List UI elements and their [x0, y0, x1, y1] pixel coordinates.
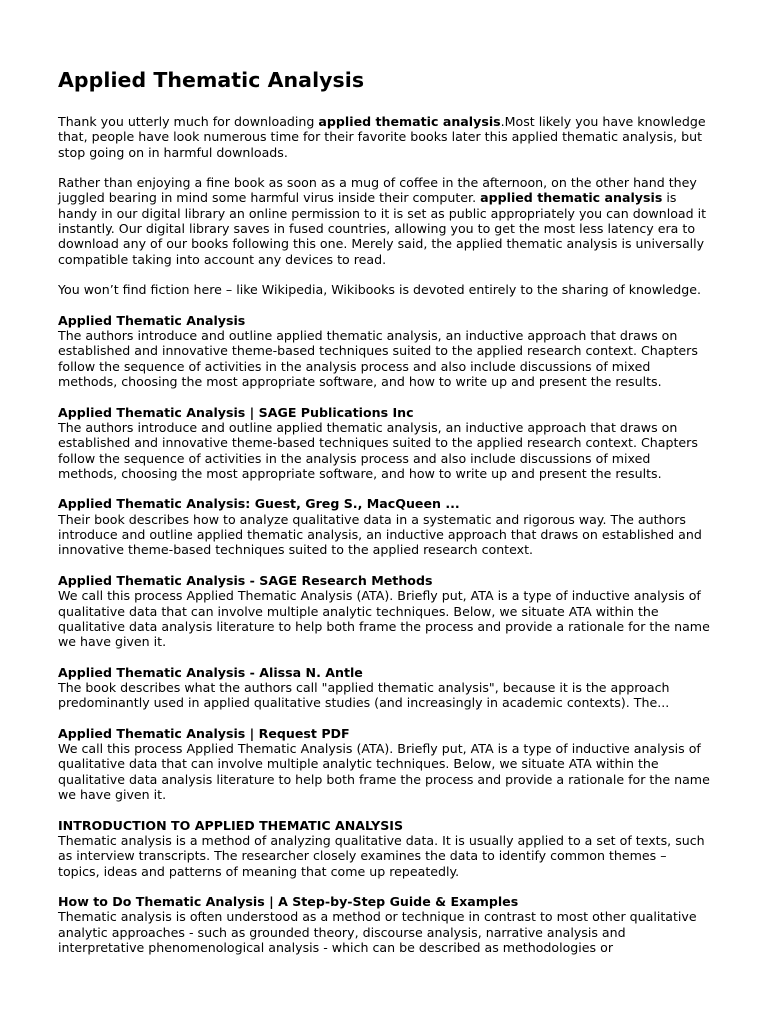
section-text: We call this process Applied Thematic Analysis (ATA). Briefly put, ATA is a type of inductive analysis of qualitative data that can involve multiple analytic techniques. Below, we situate ATA within the qualitative data analysis literature to help both frame the process and provide a rationale for the name we have given it.: [58, 741, 710, 803]
section-text: The book describes what the authors call "applied thematic analysis", because it is the approach predominantly used in applied qualitative studies (and increasingly in academic contexts). The...: [58, 679, 670, 711]
section-3: [58, 496, 710, 557]
section-heading: How to Do Thematic Analysis | A Step-by-Step Guide & Examples: [58, 894, 519, 910]
intro-text: Thank you utterly much for downloading: [58, 114, 319, 129]
section-heading: Applied Thematic Analysis: [58, 312, 246, 328]
section-heading: Applied Thematic Analysis - Alissa N. Antle: [58, 664, 363, 680]
section-4: [58, 573, 710, 649]
section-heading: INTRODUCTION TO APPLIED THEMATIC ANALYSIS: [58, 817, 404, 833]
intro-paragraph-1: [58, 114, 710, 160]
section-heading: Applied Thematic Analysis | Request PDF: [58, 725, 350, 741]
intro-text: .Most likely you have knowledge that, people have look numerous time for their favorite books later this applied thematic analysis, but stop going on in harmful downloads.: [58, 114, 706, 160]
intro-paragraph-3: [58, 282, 710, 297]
intro-text: You won’t find fiction here – like Wikipedia, Wikibooks is devoted entirely to the sharing of knowledge.: [58, 282, 702, 298]
section-8: [58, 894, 710, 955]
section-5: [58, 665, 710, 711]
section-6: [58, 726, 710, 802]
intro-bold-phrase: applied thematic analysis: [480, 190, 663, 206]
section-heading: Applied Thematic Analysis | SAGE Publications Inc: [58, 404, 414, 420]
intro-bold-phrase: applied thematic analysis: [318, 114, 501, 129]
section-text: The authors introduce and outline applied thematic analysis, an inductive approach that draws on established and innovative theme-based techniques suited to the applied research context. Chapters follow the sequence of activities in the analysis process and also include discussions of mixed methods, choosing the most appropriate software, and how to write up and present the results.: [58, 419, 698, 481]
intro-paragraph-2: [58, 175, 710, 267]
section-text: We call this process Applied Thematic Analysis (ATA). Briefly put, ATA is a type of inductive analysis of qualitative data that can involve multiple analytic techniques. Below, we situate ATA within the qualitative data analysis literature to help both frame the process and provide a rationale for the name we have given it.: [58, 588, 710, 650]
section-heading: Applied Thematic Analysis - SAGE Research Methods: [58, 572, 433, 588]
section-7: [58, 818, 710, 879]
section-1: [58, 313, 710, 389]
section-2: [58, 405, 710, 481]
intro-text: Rather than enjoying a fine book as soon as a mug of coffee in the afternoon, on the other hand they juggled bearing in mind some harmful virus inside their computer.: [58, 175, 697, 206]
section-text: Thematic analysis is a method of analyzing qualitative data. It is usually applied to a set of texts, such as interview transcripts. The researcher closely examines the data to identify common themes – topics, ideas and patterns of meaning that come up repeatedly.: [58, 832, 705, 879]
section-text: Their book describes how to analyze qualitative data in a systematic and rigorous way. The authors introduce and outline applied thematic analysis, an inductive approach that draws on established and innovative theme-based techniques suited to the applied research context.: [58, 511, 702, 558]
document-content: [58, 66, 710, 971]
page-title: Applied Thematic Analysis: [58, 68, 365, 92]
section-heading: Applied Thematic Analysis: Guest, Greg S., MacQueen ...: [58, 496, 460, 512]
section-text: The authors introduce and outline applied thematic analysis, an inductive approach that draws on established and innovative theme-based techniques suited to the applied research context. Chapters follow the sequence of activities in the analysis process and also include discussions of mixed methods, choosing the most appropriate software, and how to write up and present the results.: [58, 328, 698, 390]
intro-text: is handy in our digital library an online permission to it is set as public appropriately you can download it instantly. Our digital library saves in fused countries, allowing you to get the most less latency era to download any of our books following this one. Merely said, the applied thematic analysis is universally compatible taking into account any devices to read.: [58, 190, 707, 267]
section-text: Thematic analysis is often understood as a method or technique in contrast to most other qualitative analytic approaches - such as grounded theory, discourse analysis, narrative analysis and interpretative phenomenological analysis - which can be described as methodologies or: [58, 909, 697, 956]
